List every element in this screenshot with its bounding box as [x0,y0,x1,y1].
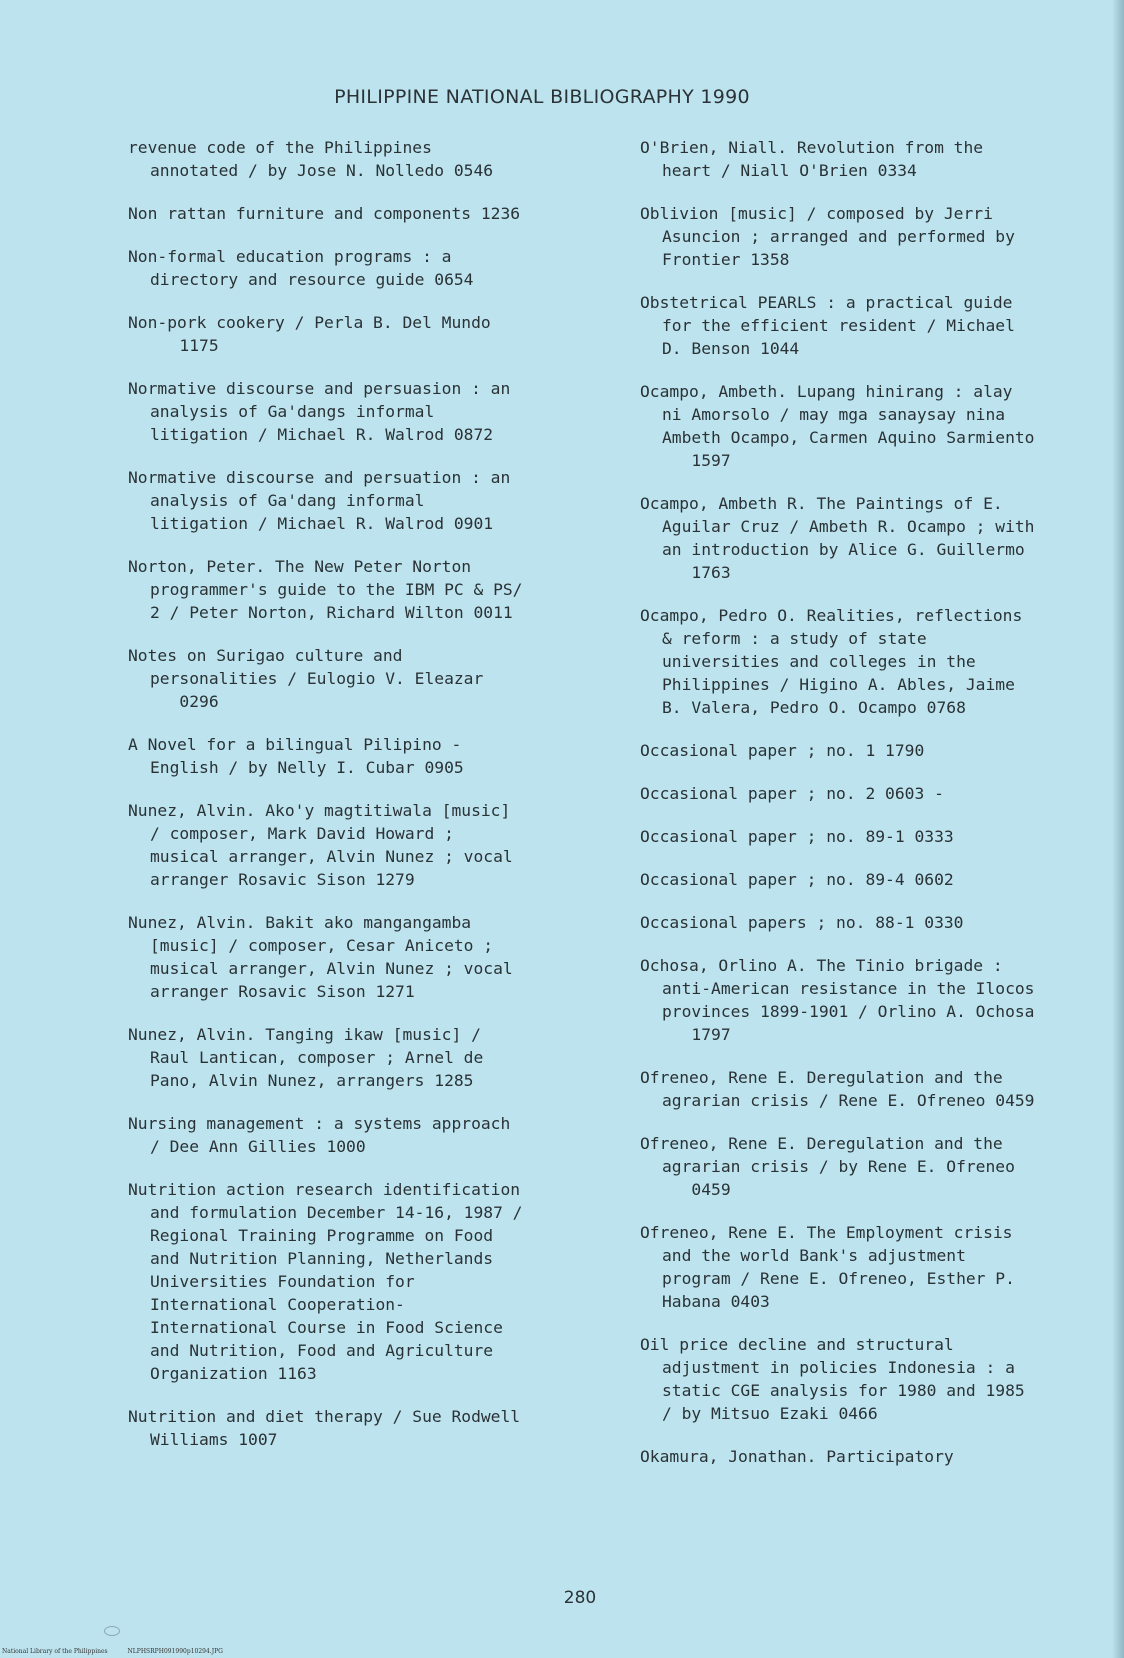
bibliography-entry: Occasional paper ; no. 89-1 0333 [640,827,954,846]
bibliography-entry: Non-formal education programs : a directory and resource guide 0654 [128,247,474,289]
file-identifier: NLPHSRPH091990p10294.JPG [127,1648,223,1655]
bibliography-entry: Ofreneo, Rene E. Deregulation and the agrarian crisis / by Rene E. Ofreneo 0459 [640,1134,1015,1199]
scan-footer [2,1648,241,1655]
bibliography-entry: Normative discourse and persuasion : an analysis of Ga'dangs informal litigation / Michael R. Walrod 0872 [128,379,511,444]
bibliography-entry: Notes on Surigao culture and personalities / Eulogio V. Eleazar 0296 [128,646,484,711]
bibliography-entry: Ochosa, Orlino A. The Tinio brigade : anti-American resistance in the Ilocos provinces 1899-1901 / Orlino A. Ochosa 1797 [640,956,1035,1044]
bibliography-entry: revenue code of the Philippines annotated / by Jose N. Nolledo 0546 [128,138,494,180]
bibliography-entry: Nutrition and diet therapy / Sue Rodwell Williams 1007 [128,1407,521,1449]
bibliography-entry: Obstetrical PEARLS : a practical guide for the efficient resident / Michael D. Benson 1044 [640,293,1015,358]
bibliography-entry: Occasional papers ; no. 88-1 0330 [640,913,964,932]
bibliography-entry: Ocampo, Pedro O. Realities, reflections & reform : a study of state universities and colleges in the Philippines / Higino A. Ables, Jaime B. Valera, Pedro O. Ocampo 0768 [640,606,1023,717]
library-credit: National Library of the Philippines [2,1648,108,1655]
bibliography-entry: Non rattan furniture and components 1236 [128,204,521,223]
right-column [640,136,1116,1468]
bibliography-entry: Occasional paper ; no. 2 0603 - [640,784,944,803]
bibliography-entry: Nutrition action research identification and formulation December 14-16, 1987 / Regional Training Programme on Food and Nutrition Planning, Netherlands Universities Foundation for International Cooperation- International Course in Food Science and Nutrition, Food and Agriculture Organization 1163 [128,1180,523,1383]
bibliography-entry: Oil price decline and structural adjustment in policies Indonesia : a static CGE analysis for 1980 and 1985 / by Mitsuo Ezaki 0466 [640,1335,1025,1423]
bibliography-entry: Nursing management : a systems approach / Dee Ann Gillies 1000 [128,1114,511,1156]
bibliography-entry: Normative discourse and persuation : an analysis of Ga'dang informal litigation / Michael R. Walrod 0901 [128,468,511,533]
bibliography-entry: A Novel for a bilingual Pilipino - English / by Nelly I. Cubar 0905 [128,735,464,777]
bibliography-entry: Nunez, Alvin. Bakit ako mangangamba [music] / composer, Cesar Aniceto ; musical arranger, Alvin Nunez ; vocal arranger Rosavic Sison 1271 [128,913,513,1001]
bibliography-entry: Norton, Peter. The New Peter Norton programmer's guide to the IBM PC & PS/ 2 / Peter Norton, Richard Wilton 0011 [128,557,523,622]
bibliography-entry: Nunez, Alvin. Tanging ikaw [music] / Raul Lantican, composer ; Arnel de Pano, Alvin Nunez, arrangers 1285 [128,1025,484,1090]
page-number: 280 [563,1588,597,1608]
bibliography-entry: Ocampo, Ambeth R. The Paintings of E. Aguilar Cruz / Ambeth R. Ocampo ; with an introduction by Alice G. Guillermo 1763 [640,494,1035,582]
bibliography-entry: Okamura, Jonathan. Participatory [640,1447,954,1466]
bibliography-entry: Ofreneo, Rene E. Deregulation and the agrarian crisis / Rene E. Ofreneo 0459 [640,1068,1035,1110]
left-column [128,136,608,1451]
bibliography-entry: O'Brien, Niall. Revolution from the heart / Niall O'Brien 0334 [640,138,984,180]
bibliography-entry: Oblivion [music] / composed by Jerri Asuncion ; arranged and performed by Frontier 1358 [640,204,1015,269]
bibliography-entry: Occasional paper ; no. 1 1790 [640,741,925,760]
bibliography-entry: Nunez, Alvin. Ako'y magtitiwala [music] / composer, Mark David Howard ; musical arranger, Alvin Nunez ; vocal arranger Rosavic Sison 1279 [128,801,513,889]
bibliography-entry: Ocampo, Ambeth. Lupang hinirang : alay ni Amorsolo / may mga sanaysay nina Ambeth Ocampo, Carmen Aquino Sarmiento 1597 [640,382,1035,470]
ink-smudge-mark [104,1626,120,1636]
bibliography-entry: Non-pork cookery / Perla B. Del Mundo 1175 [128,313,491,355]
bibliography-entry: Ofreneo, Rene E. The Employment crisis and the world Bank's adjustment program / Rene E. Ofreneo, Esther P. Habana 0403 [640,1223,1015,1311]
bibliography-entry: Occasional paper ; no. 89-4 0602 [640,870,954,889]
running-head: PHILIPPINE NATIONAL BIBLIOGRAPHY 1990 [334,86,750,108]
